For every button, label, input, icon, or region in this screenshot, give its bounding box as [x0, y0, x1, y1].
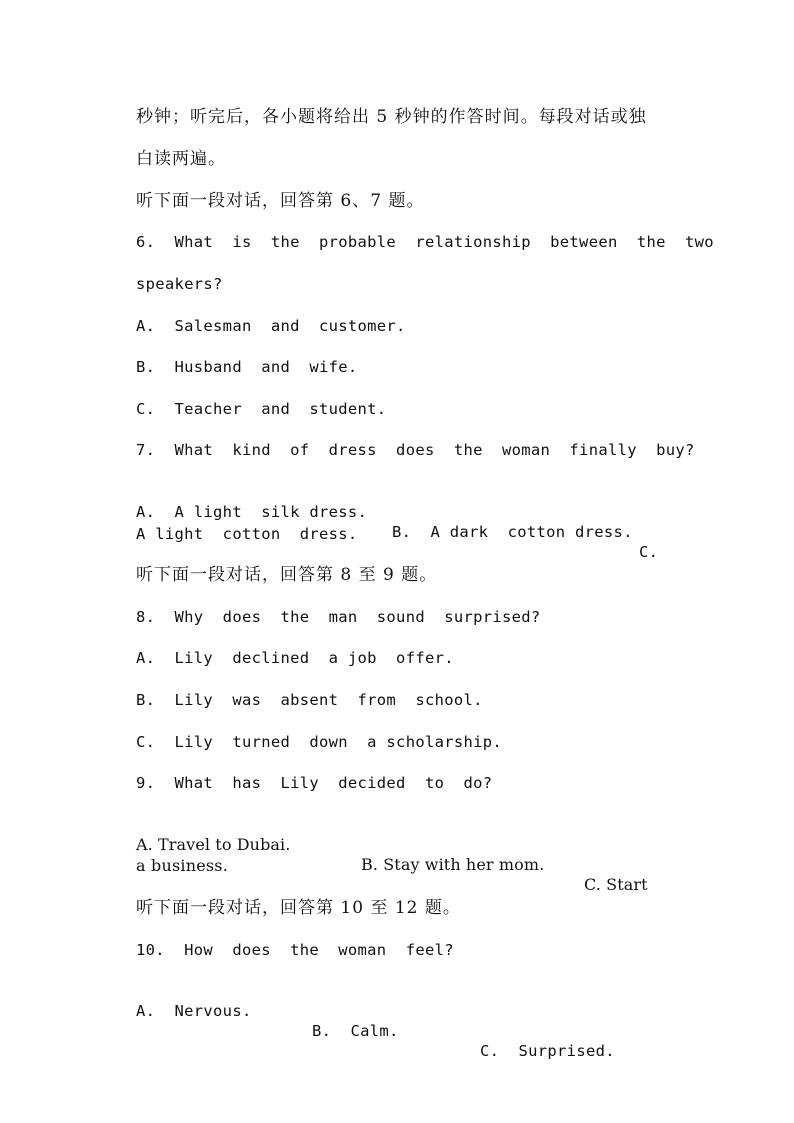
- question-9-option-c-head: C. Start: [584, 875, 648, 894]
- question-6-option-c: C. Teacher and student.: [136, 400, 387, 418]
- section-heading-10-12: 听下面一段对话，回答第 10 至 12 题。: [136, 898, 461, 918]
- question-7-option-c-label: C.: [639, 543, 659, 561]
- question-9-option-a: A. Travel to Dubai.: [136, 835, 291, 854]
- question-10-option-c: C. Surprised.: [480, 1042, 615, 1060]
- question-10-options-row: [136, 981, 676, 1081]
- question-7-option-b: B. A dark cotton dress.: [392, 523, 633, 541]
- section-heading-8-9: 听下面一段对话，回答第 8 至 9 题。: [136, 565, 438, 585]
- intro-line-2: 白读两遍。: [136, 149, 226, 169]
- question-6-stem-line-2: speakers?: [136, 275, 223, 293]
- question-6-option-b: B. Husband and wife.: [136, 358, 358, 376]
- question-8-option-c: C. Lily turned down a scholarship.: [136, 733, 503, 751]
- question-7-option-c-text: A light cotton dress.: [136, 525, 358, 543]
- question-6-option-a: A. Salesman and customer.: [136, 317, 406, 335]
- question-9-option-c-tail: a business.: [136, 856, 228, 875]
- question-8-option-b: B. Lily was absent from school.: [136, 691, 483, 709]
- question-10-option-b: B. Calm.: [312, 1022, 399, 1040]
- question-8-stem: 8. Why does the man sound surprised?: [136, 608, 541, 626]
- question-9-stem: 9. What has Lily decided to do?: [136, 774, 493, 792]
- question-6-stem-line-1: 6. What is the probable relationship between the two: [136, 233, 714, 251]
- question-9-option-b: B. Stay with her mom.: [361, 855, 545, 874]
- section-heading-6-7: 听下面一段对话，回答第 6、7 题。: [136, 191, 425, 211]
- question-8-option-a: A. Lily declined a job offer.: [136, 649, 454, 667]
- question-10-option-a: A. Nervous.: [136, 1002, 252, 1020]
- question-7-option-a: A. A light silk dress.: [136, 503, 368, 521]
- question-10-stem: 10. How does the woman feel?: [136, 941, 454, 959]
- intro-line-1: 秒钟；听完后，各小题将给出 5 秒钟的作答时间。每段对话或独: [136, 107, 647, 127]
- question-7-stem: 7. What kind of dress does the woman finally buy?: [136, 441, 695, 459]
